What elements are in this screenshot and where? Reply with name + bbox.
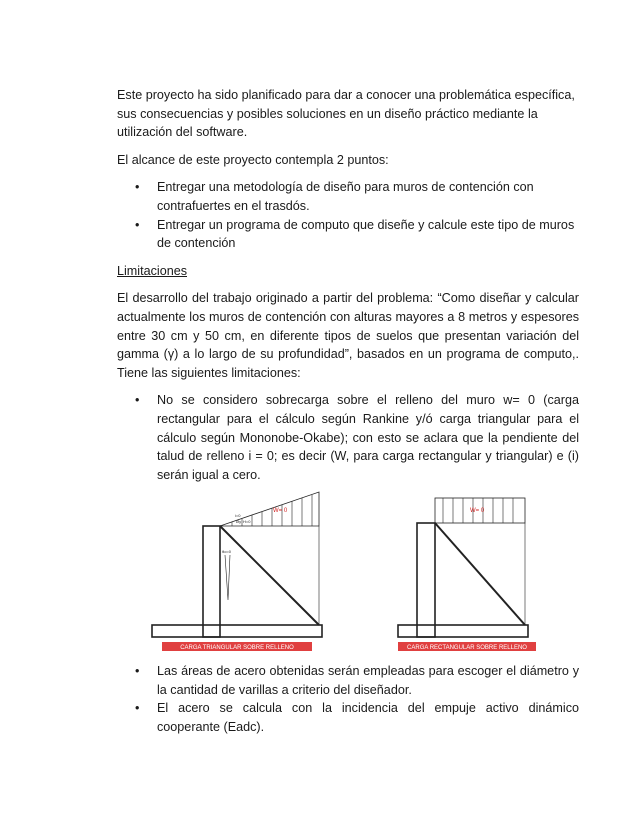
list-item: • Las áreas de acero obtenidas serán empleadas para escoger el diámetro y la cantidad de varillas a criterio del diseñador. [135,664,579,697]
bullet-icon: • [135,180,140,195]
bullet-icon: • [135,664,140,678]
bullet-icon: • [135,217,140,232]
diagram-right [398,498,536,651]
limitations-paragraph: El desarrollo del trabajo originado a partir del problema: “Como diseñar y calcular actualmente los muros de contención con alturas mayores a 8 metros y espesores entre 30 cm y 50 cm, en diferente tipos de suelos que presentan variación del gamma (γ) a lo largo de su profundidad”, basados en un programa de computo,. Tiene las siguientes limitaciones: [117,291,579,380]
scope-intro: El alcance de este proyecto contempla 2 puntos: [117,152,389,167]
counterfort-line [220,526,319,625]
bullet-icon: • [135,393,140,408]
wall-stem [417,523,435,637]
diagram-caption: CARGA TRIANGULAR SOBRE RELLENO [180,645,294,651]
h-label: H=0 [243,519,251,524]
section-heading: Limitaciones [117,263,187,278]
wall-diagrams-svg [140,485,570,655]
phi-label: Øy [236,519,242,524]
load-label: W= 0 [470,508,485,514]
bullet-icon: • [135,701,140,716]
pressure-line [225,555,230,600]
lower-list-container [117,662,579,736]
theta-label: θo=0 [222,549,232,554]
document-body [117,86,579,484]
wall-footing [152,625,322,637]
counterfort-line [435,523,525,625]
scope-list [117,178,579,252]
limitations-list [117,391,579,484]
intro-paragraph: Este proyecto ha sido planificado para dar a conocer una problemática específica, sus consecuencias y posibles soluciones en un diseño práctico mediante la utilización del software. [117,88,575,140]
list-item: • Entregar un programa de computo que diseñe y calcule este tipo de muros de contención [135,217,575,251]
diagram-left [152,492,322,651]
load-label: W= 0 [273,508,288,514]
list-item: • Entregar una metodología de diseño para muros de contención con contrafuertes en el trasdós. [135,180,534,213]
triangular-load-shape [220,492,319,526]
more-list [117,662,579,736]
list-item: • No se considero sobrecarga sobre el relleno del muro w= 0 (carga rectangular para el cálculo según Rankine y/ó carga triangular para el cálculo según Mononobe-Okabe); con esto se aclara que la pendiente del talud de relleno i = 0; es decir (W, para carga rectangular y triangular) e (i) serán igual a cero. [135,393,579,482]
list-item: • El acero se calcula con la incidencia del empuje activo dinámico cooperante (Eadc). [135,701,579,734]
wall-stem [203,526,220,637]
diagram-caption: CARGA RECTANGULAR SOBRE RELLENO [407,645,527,651]
wall-diagrams [140,485,570,655]
slope-label: i=0 [235,513,241,518]
